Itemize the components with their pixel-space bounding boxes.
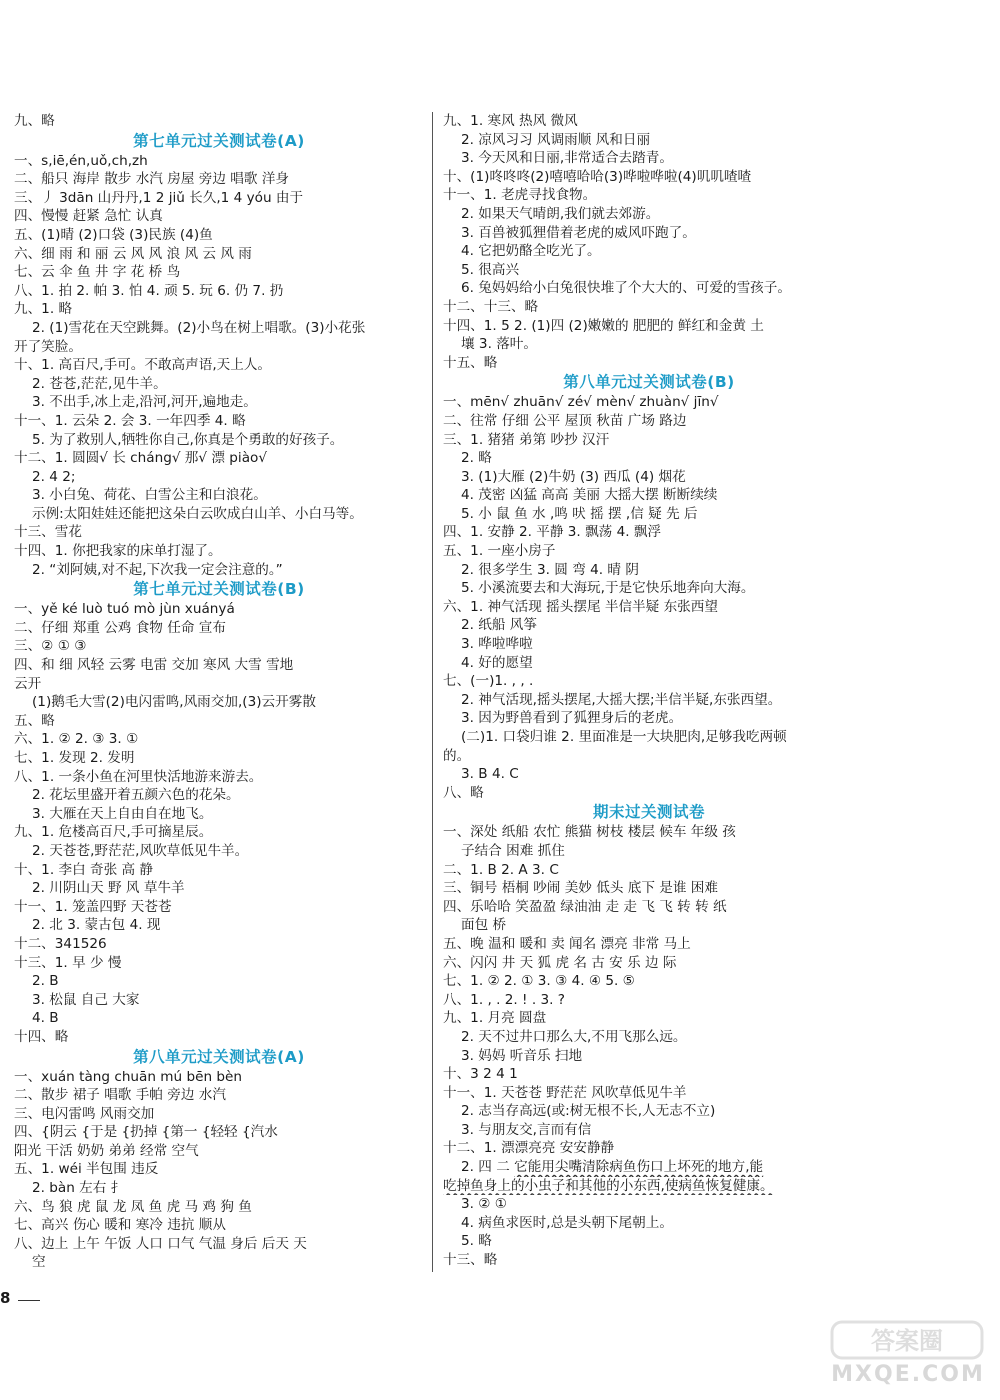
answer-line: 一、xuán tàng chuān mú bēn bèn	[14, 1068, 243, 1085]
left-column	[14, 112, 424, 1272]
answer-line: 十四、1. 你把我家的床单打湿了。	[14, 543, 222, 560]
answer-line: 3. 百兽被狐狸借着老虎的威风吓跑了。	[461, 224, 696, 241]
answer-line: 五、1. 一座小房子	[443, 543, 556, 560]
answer-line: 2. 神气活现,摇头摆尾,大摇大摆;半信半疑,东张西望。	[461, 691, 782, 708]
answer-line: 十三、1. 早 少 慢	[14, 954, 122, 971]
watermark-text: MXQE.COM	[831, 1362, 985, 1387]
answer-line: 2. 苍苍,茫茫,见牛羊。	[32, 375, 167, 392]
answer-line: 2. bàn 左右 扌	[32, 1180, 125, 1197]
answer-line: 七、1. ② 2. ① 3. ③ 4. ④ 5. ⑤	[443, 973, 635, 990]
answer-line: 八、1. , . 2. ! . 3. ?	[443, 991, 565, 1008]
answer-line: 5. 为了救别人,牺牲你自己,你真是个勇敢的好孩子。	[32, 431, 344, 448]
answer-line: 2. 4 2;	[32, 468, 76, 485]
answer-line: 四、和 细 风轻 云雾 电雷 交加 寒风 大雪 雪地	[14, 657, 294, 674]
answer-line: 三、② ① ③	[14, 638, 87, 655]
answer-line: 2. (1)雪花在天空跳舞。(2)小鸟在树上唱歌。(3)小花张	[32, 319, 366, 336]
answer-line: 2. 凉风习习 风调雨顺 风和日丽	[461, 131, 651, 148]
answer-line: 十、(1)咚咚咚(2)嘻嘻哈哈(3)哗啦哗啦(4)叽叽喳喳	[443, 168, 752, 185]
answer-line: 开了笑脸。	[14, 338, 82, 355]
answer-line: 2. “刘阿姨,对不起,下次我一定会注意的。”	[32, 561, 283, 578]
answer-line: 十二、1. 漂漂亮亮 安安静静	[443, 1140, 615, 1157]
answer-line: 十二、十三、略	[443, 298, 539, 315]
answer-line: 3. 与朋友交,言而有信	[461, 1121, 592, 1138]
answer-line: 壤 3. 落叶。	[461, 336, 537, 353]
answer-line: 二、仔细 郑重 公鸡 食物 任命 宣布	[14, 619, 226, 636]
answer-line: 2. B	[32, 973, 59, 990]
page-number-rule	[18, 1300, 40, 1301]
right-column	[443, 112, 855, 1270]
answer-line: 2. 川阴山天 野 风 草牛羊	[32, 880, 185, 897]
watermark-logo-text: 答案圈	[871, 1327, 943, 1355]
answer-line: 3. B 4. C	[461, 766, 519, 783]
answer-line: 二、1. B 2. A 3. C	[443, 861, 559, 878]
answer-line: 2. 如果天气晴朗,我们就去郊游。	[461, 205, 660, 222]
answer-line: 云开	[14, 675, 42, 692]
answer-line: 六、细 雨 和 丽 云 风 风 浪 风 云 风 雨	[14, 245, 252, 262]
answer-line: 六、1. 神气活现 摇头摆尾 半信半疑 东张西望	[443, 598, 718, 615]
answer-line-with-wavy-underline	[443, 1158, 855, 1177]
answer-line: 四、乐哈哈 笑盈盈 绿油油 走 走 飞 飞 转 转 纸	[443, 898, 727, 915]
answer-line: 一、深处 纸船 农忙 熊猫 树枝 楼层 候车 年级 孩	[443, 824, 736, 841]
answer-line: 五、略	[14, 712, 55, 729]
answer-line: 七、(一)1. , , .	[443, 673, 534, 690]
answer-line: 十三、雪花	[14, 524, 82, 541]
answer-line: 2. 很多学生 3. 圆 弯 4. 晴 阴	[461, 561, 639, 578]
answer-line: 七、1. 发现 2. 发明	[14, 750, 135, 766]
answer-line: 2. 花坛里盛开着五颜六色的花朵。	[32, 787, 240, 804]
answer-line: 十二、341526	[14, 935, 107, 952]
answer-line: 3. ② ①	[461, 1196, 507, 1213]
answer-line: 三、铜号 梧桐 吵闹 美妙 低头 底下 是谁 困难	[443, 880, 718, 897]
answer-line: 七、高兴 伤心 暖和 寒冷 违抗 顺从	[14, 1217, 226, 1234]
answer-line: 十四、略	[14, 1028, 69, 1045]
answer-line: 三、1. 猪猪 弟第 吵抄 汉汗	[443, 431, 610, 448]
section-heading: 第七单元过关测试卷(A)	[133, 131, 305, 150]
answer-line-prefix: 2. 四 二	[461, 1159, 515, 1176]
watermark-logo-icon	[826, 1318, 990, 1362]
answer-line: 2. 略	[461, 450, 492, 467]
section-heading: 期末过关测试卷	[592, 803, 705, 822]
answer-line: 四、{阴云 {于是 {扔掉 {第一 {轻轻 {汽水	[14, 1124, 278, 1141]
answer-line: 4. 病鱼求医时,总是头朝下尾朝上。	[461, 1214, 673, 1231]
section-heading: 第八单元过关测试卷(B)	[563, 373, 735, 392]
answer-line: 十一、1. 老虎寻找食物。	[443, 187, 597, 204]
answer-line: 的。	[443, 747, 471, 764]
answer-line: 3. 不出手,冰上走,沿河,河开,遍地走。	[32, 394, 257, 411]
answer-line: 一、mēn√ zhuān√ zé√ mèn√ zhuàn√ jīn√	[443, 394, 719, 411]
answer-line: 八、1. 一条小鱼在河里快活地游来游去。	[14, 768, 263, 785]
section-heading: 第七单元过关测试卷(B)	[133, 580, 305, 599]
answer-line: 5. 略	[461, 1233, 492, 1250]
answer-line: 空	[32, 1254, 46, 1271]
answer-line: 5. 小溪流要去和大海玩,于是它快乐地奔向大海。	[461, 580, 755, 597]
answer-line: 示例:太阳娃娃还能把这朵白云吹成白山羊、小白马等。	[32, 505, 363, 522]
answer-line: 子结合 困难 抓住	[461, 842, 565, 859]
answer-line: 6. 兔妈妈给小白兔很快堆了个大大的、可爱的雪孩子。	[461, 280, 791, 297]
answer-line: 三、电闪雷鸣 风雨交加	[14, 1105, 155, 1122]
answer-line: 十、3 2 4 1	[443, 1066, 518, 1083]
answer-line: 3. 因为野兽看到了狐狸身后的老虎。	[461, 710, 683, 727]
answer-line: 阳光 干活 奶奶 弟弟 经常 空气	[14, 1142, 199, 1159]
answer-line: 3. 妈妈 听音乐 扫地	[461, 1047, 583, 1064]
answer-line: 十一、1. 天苍苍 野茫茫 风吹草低见牛羊	[443, 1084, 687, 1101]
answer-line: 五、(1)晴 (2)口袋 (3)民族 (4)鱼	[14, 226, 213, 243]
answer-line: 2. 纸船 风筝	[461, 617, 537, 634]
answer-line: 二、散步 裙子 唱歌 手帕 旁边 水汽	[14, 1087, 226, 1104]
answer-line	[443, 1177, 855, 1196]
answer-line: 五、晚 温和 暖和 卖 闻名 漂亮 非常 马上	[443, 935, 691, 952]
answer-line: 十五、略	[443, 354, 498, 371]
answer-line: 4. B	[32, 1010, 59, 1027]
answer-line: 3. 小白兔、荷花、白雪公主和白浪花。	[32, 487, 267, 504]
answer-line: 八、1. 拍 2. 帕 3. 怕 4. 顽 5. 玩 6. 仍 7. 扔	[14, 282, 284, 299]
answer-line: 一、yě ké luò tuó mò jùn xuányá	[14, 601, 235, 618]
section-heading: 第八单元过关测试卷(A)	[133, 1047, 305, 1066]
answer-line: 十、1. 高百尺,手可。不敢高声语,天上人。	[14, 357, 272, 374]
answer-line: 2. 天不过井口那么大,不用飞那么远。	[461, 1028, 687, 1045]
answer-line: 八、边上 上午 午饭 人口 口气 气温 身后 后天 天	[14, 1235, 307, 1252]
answer-line: 4. 茂密 凶猛 高高 美丽 大摇大摆 断断续续	[461, 487, 718, 504]
answer-line: 十、1. 李白 奇张 高 静	[14, 861, 154, 878]
answer-line: 九、1. 寒风 热风 微风	[443, 113, 578, 129]
page-number: 8	[0, 1289, 11, 1307]
answer-line: 三、丿 3dān 山丹丹,1 2 jiǔ 长久,1 4 yóu 由于	[14, 189, 304, 206]
answer-line: 4. 好的愿望	[461, 654, 533, 671]
answer-line: 十三、略	[443, 1252, 498, 1269]
answer-line: 九、1. 危楼高百尺,手可摘星辰。	[14, 824, 213, 841]
answer-line: 九、1. 略	[14, 301, 73, 318]
watermark-logo	[826, 1318, 990, 1394]
answer-line: 2. 北 3. 蒙古包 4. 现	[32, 917, 161, 934]
answer-line: 二、船只 海岸 散步 水汽 房屋 旁边 唱歌 洋身	[14, 171, 289, 188]
answer-line: 九、1. 月亮 圆盘	[443, 1010, 547, 1027]
answer-line: 2. 天苍苍,野茫茫,风吹草低见牛羊。	[32, 842, 249, 859]
answer-line: 十二、1. 圆圆√ 长 cháng√ 那√ 漂 piào√	[14, 450, 268, 467]
answer-line: 面包 桥	[461, 917, 507, 934]
answer-line: 八、略	[443, 784, 484, 801]
answer-line: (二)1. 口袋归谁 2. 里面准是一大块肥肉,足够我吃两顿	[461, 729, 787, 745]
answer-line: 4. 它把奶酪全吃光了。	[461, 243, 601, 260]
answer-line: 一、s,iē,én,uǒ,ch,zh	[14, 152, 148, 169]
answer-line: 3. 哗啦哗啦	[461, 636, 533, 653]
answer-line: 九、略	[14, 113, 55, 129]
answer-line: 十一、1. 云朵 2. 会 3. 一年四季 4. 略	[14, 412, 246, 429]
answer-line: 十四、1. 5 2. (1)四 (2)嫩嫩的 肥肥的 鲜红和金黄 土	[443, 317, 764, 334]
answer-line: 六、鸟 狼 虎 鼠 龙 凤 鱼 虎 马 鸡 狗 鱼	[14, 1198, 252, 1215]
answer-line: 四、慢慢 赶紧 急忙 认真	[14, 208, 163, 225]
answer-line: 六、闪闪 井 天 狐 虎 名 古 安 乐 边 际	[443, 954, 677, 971]
answer-line: 5. 很高兴	[461, 261, 520, 278]
answer-line: 5. 小 鼠 鱼 水 ,鸣 吠 摇 摆 ,信 疑 先 后	[461, 505, 698, 522]
answer-line: 五、1. wéi 半包围 违反	[14, 1161, 159, 1178]
answer-line: 2. 志当存高远(或:树无根不长,人无志不立)	[461, 1103, 716, 1120]
answer-line: 3. 今天风和日丽,非常适合去踏青。	[461, 150, 673, 167]
wavy-underlined-text: 它能用尖嘴清除病鱼伤口上坏死的地方,能	[514, 1159, 764, 1176]
answer-line: 3. (1)大雁 (2)牛奶 (3) 西瓜 (4) 烟花	[461, 468, 686, 485]
answer-line: 十一、1. 笼盖四野 天苍苍	[14, 898, 172, 915]
answer-line: 四、1. 安静 2. 平静 3. 飘荡 4. 飘浮	[443, 524, 662, 541]
answer-line: 二、往常 仔细 公平 屋顶 秋苗 广场 路边	[443, 412, 687, 429]
column-divider	[432, 112, 433, 1272]
answer-line: 六、1. ② 2. ③ 3. ①	[14, 731, 139, 748]
answer-line: 3. 大雁在天上自由自在地飞。	[32, 805, 213, 822]
answer-line: (1)鹅毛大雪(2)电闪雷鸣,风雨交加,(3)云开雾散	[32, 694, 316, 711]
answer-line: 3. 松鼠 自己 大家	[32, 991, 140, 1008]
wavy-underlined-text: 吃掉鱼身上的小虫子和其他的小东西,使病鱼恢复健康。	[443, 1177, 774, 1194]
answer-line: 七、云 伞 鱼 井 字 花 桥 鸟	[14, 264, 181, 281]
